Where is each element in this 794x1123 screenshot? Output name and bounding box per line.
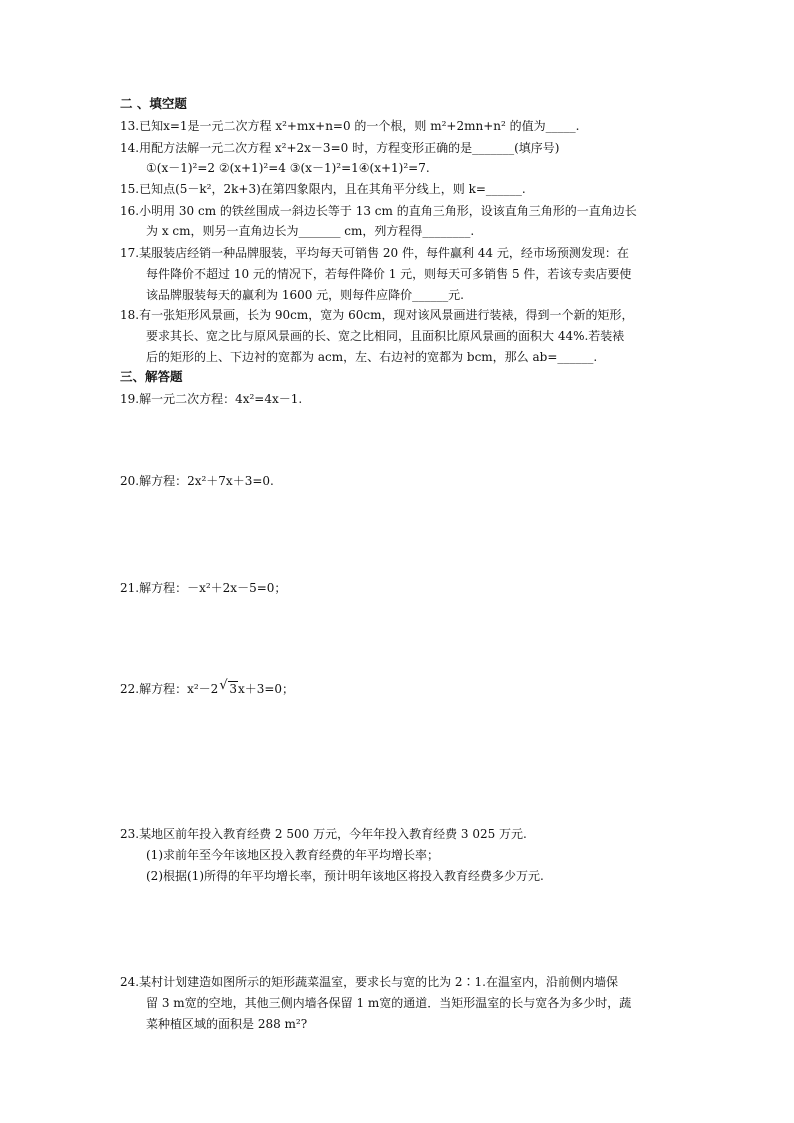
question-22-suffix: x＋3=0； — [237, 682, 295, 696]
question-23-part-1: (1)求前年至今年该地区投入教育经费的年平均增长率； — [146, 848, 440, 862]
question-14-options: ①(x－1)²=2 ②(x+1)²=4 ③(x－1)²=1④(x+1)²=7. — [146, 161, 430, 175]
square-root — [219, 678, 238, 697]
question-17-line-3: 该品牌服装每天的赢利为 1600 元，则每件应降价______元. — [146, 288, 464, 302]
question-16-line-2: 为 x cm，则另一直角边长为_______ cm，列方程得________. — [146, 224, 475, 238]
question-18-line-2: 要求其长、宽之比与原风景画的长、宽之比相同，且面积比原风景画的面积大 44%.若装裱 — [146, 329, 625, 343]
question-24-line-2: 留 3 m宽的空地，其他三侧内墙各保留 1 m宽的通道．当矩形温室的长与宽各为多少时，蔬 — [146, 996, 632, 1010]
question-17-line-2: 每件降价不超过 10 元的情况下，若每件降价 1 元，则每天可多销售 5 件，若该专卖店要使 — [146, 267, 632, 281]
question-24-line-3: 菜种植区域的面积是 288 m²? — [146, 1017, 308, 1031]
square-root-radicand: 3 — [229, 682, 237, 696]
section-title-answer: 三、解答题 — [120, 369, 183, 384]
question-14-line-1: 14.用配方法解一元二次方程 x²+2x－3=0 时，方程变形正确的是_______(填序号) — [120, 141, 560, 155]
question-15: 15.已知点(5－k²，2k+3)在第四象限内，且在其角平分线上，则 k=______. — [120, 182, 526, 196]
question-20: 20.解方程：2x²＋7x＋3=0. — [120, 474, 274, 488]
question-23-part-2: (2)根据(1)所得的年平均增长率，预计明年该地区将投入教育经费多少万元. — [146, 869, 544, 883]
section-title-fill-in: 二 、填空题 — [120, 96, 187, 111]
question-24-line-1: 24.某村计划建造如图所示的矩形蔬菜温室，要求长与宽的比为 2∶1.在温室内，沿前侧内墙保 — [120, 975, 618, 989]
question-23-line-1: 23.某地区前年投入教育经费 2 500 万元，今年年投入教育经费 3 025 万元. — [120, 827, 527, 841]
question-22-prefix: 22.解方程：x²－2 — [120, 682, 219, 696]
question-16-line-1: 16.小明用 30 cm 的铁丝围成一斜边长等于 13 cm 的直角三角形，设该直角三角形的一直角边长 — [120, 204, 637, 218]
question-18-line-1: 18.有一张矩形风景画，长为 90cm，宽为 60cm，现对该风景画进行装裱，得到一个新的矩形， — [120, 308, 634, 322]
radical-sign-icon: √ — [219, 678, 228, 693]
question-17-line-1: 17.某服装店经销一种品牌服装，平均每天可销售 20 件，每件赢利 44 元，经市场预测发现：在 — [120, 246, 629, 260]
question-13: 13.已知x=1是一元二次方程 x²+mx+n=0 的一个根，则 m²+2mn+n² 的值为_____. — [120, 119, 580, 133]
question-19: 19.解一元二次方程：4x²=4x－1. — [120, 392, 303, 406]
question-21: 21.解方程：－x²＋2x－5=0； — [120, 581, 287, 595]
question-18-line-3: 后的矩形的上、下边衬的宽都为 acm，左、右边衬的宽都为 bcm，那么 ab=______. — [146, 350, 598, 364]
question-22 — [120, 678, 295, 697]
